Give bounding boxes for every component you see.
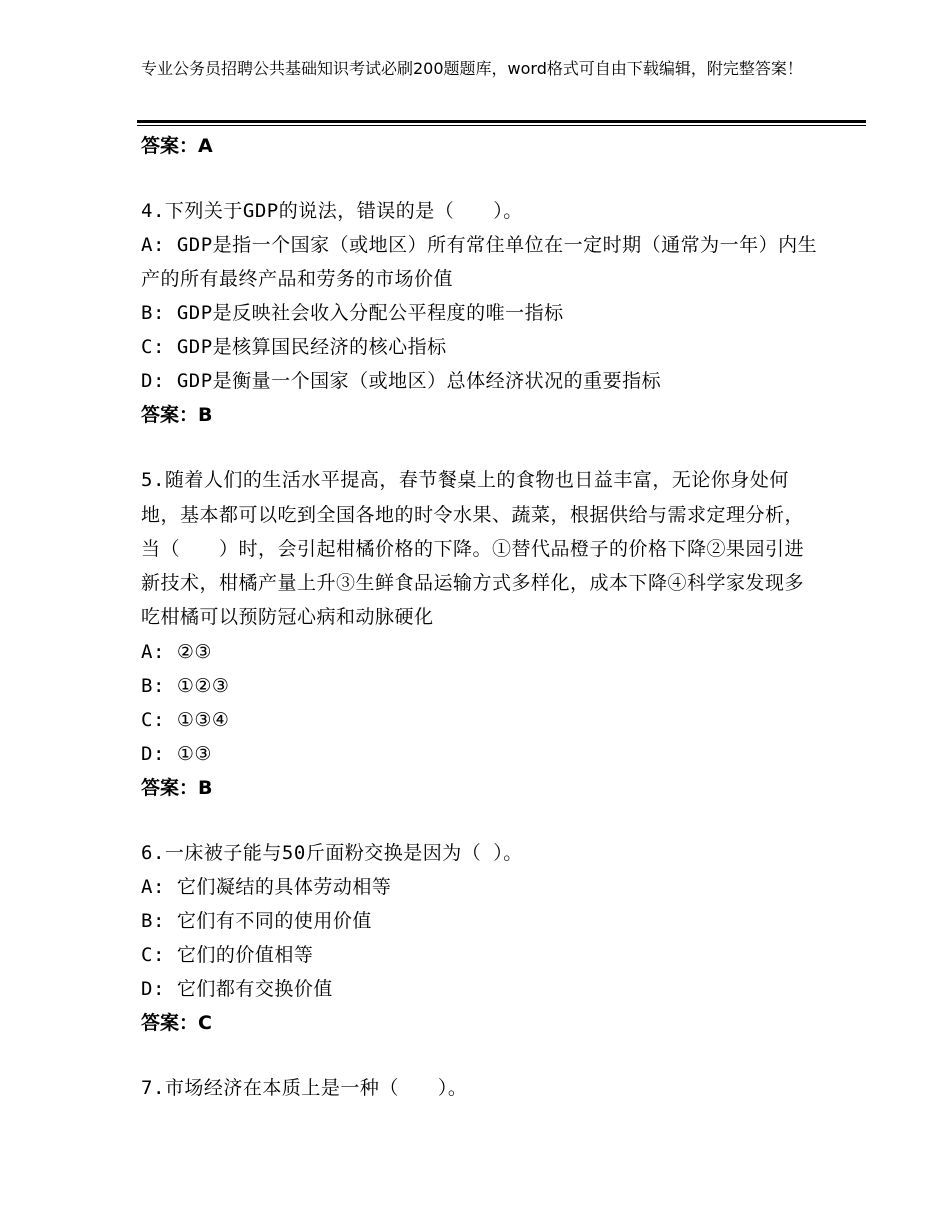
option-b: B: 它们有不同的使用价值 — [141, 910, 372, 933]
previous-answer: 答案：A — [141, 135, 213, 157]
option-b: B: GDP是反映社会收入分配公平程度的唯一指标 — [141, 302, 564, 325]
question-4 — [141, 194, 821, 432]
header-divider — [137, 120, 866, 126]
question-answer: 答案：C — [141, 1012, 212, 1035]
header-text: 专业公务员招聘公共基础知识考试必刷200题题库，word格式可自由下载编辑，附完整答案！ — [141, 59, 803, 78]
option-c: C: GDP是核算国民经济的核心指标 — [141, 336, 447, 359]
divider-thick-line — [137, 120, 866, 123]
question-stem: 7.市场经济在本质上是一种（ ）。 — [141, 1077, 468, 1100]
option-a: A: 它们凝结的具体劳动相等 — [141, 876, 392, 899]
question-6 — [141, 836, 821, 1040]
option-d: D: GDP是衡量一个国家（或地区）总体经济状况的重要指标 — [141, 370, 662, 393]
option-d: D: ①③ — [141, 742, 212, 765]
option-d: D: 它们都有交换价值 — [141, 978, 333, 1001]
question-5 — [141, 463, 821, 804]
question-answer: 答案：B — [141, 404, 213, 427]
page-header — [141, 58, 821, 80]
option-a: A: GDP是指一个国家（或地区）所有常住单位在一定时期（通常为一年）内生产的所有最终产品和劳务的市场价值 — [141, 234, 818, 291]
question-answer: 答案：B — [141, 776, 213, 799]
question-7 — [141, 1071, 821, 1105]
option-a: A: ②③ — [141, 640, 212, 663]
question-stem: 4.下列关于GDP的说法，错误的是（ ）。 — [141, 200, 523, 222]
question-stem: 5.随着人们的生活水平提高，春节餐桌上的食物也日益丰富，无论你身处何地，基本都可以吃到全国各地的时令水果、蔬菜，根据供给与需求定理分析，当（ ）时，会引起柑橘价格的下降。①替代品橙子的价格下降②果园引进新技术，柑橘产量上升③生鲜食品运输方式多样化，成本下降④科学家发现多吃柑橘可以预防冠心病和动脉硬化 — [141, 469, 805, 629]
option-c: C: 它们的价值相等 — [141, 944, 314, 967]
option-c: C: ①③④ — [141, 708, 230, 731]
question-stem: 6.一床被子能与50斤面粉交换是因为（ ）。 — [141, 841, 523, 864]
option-b: B: ①②③ — [141, 674, 230, 697]
divider-thin-line — [137, 125, 866, 126]
document-body — [141, 130, 821, 1105]
